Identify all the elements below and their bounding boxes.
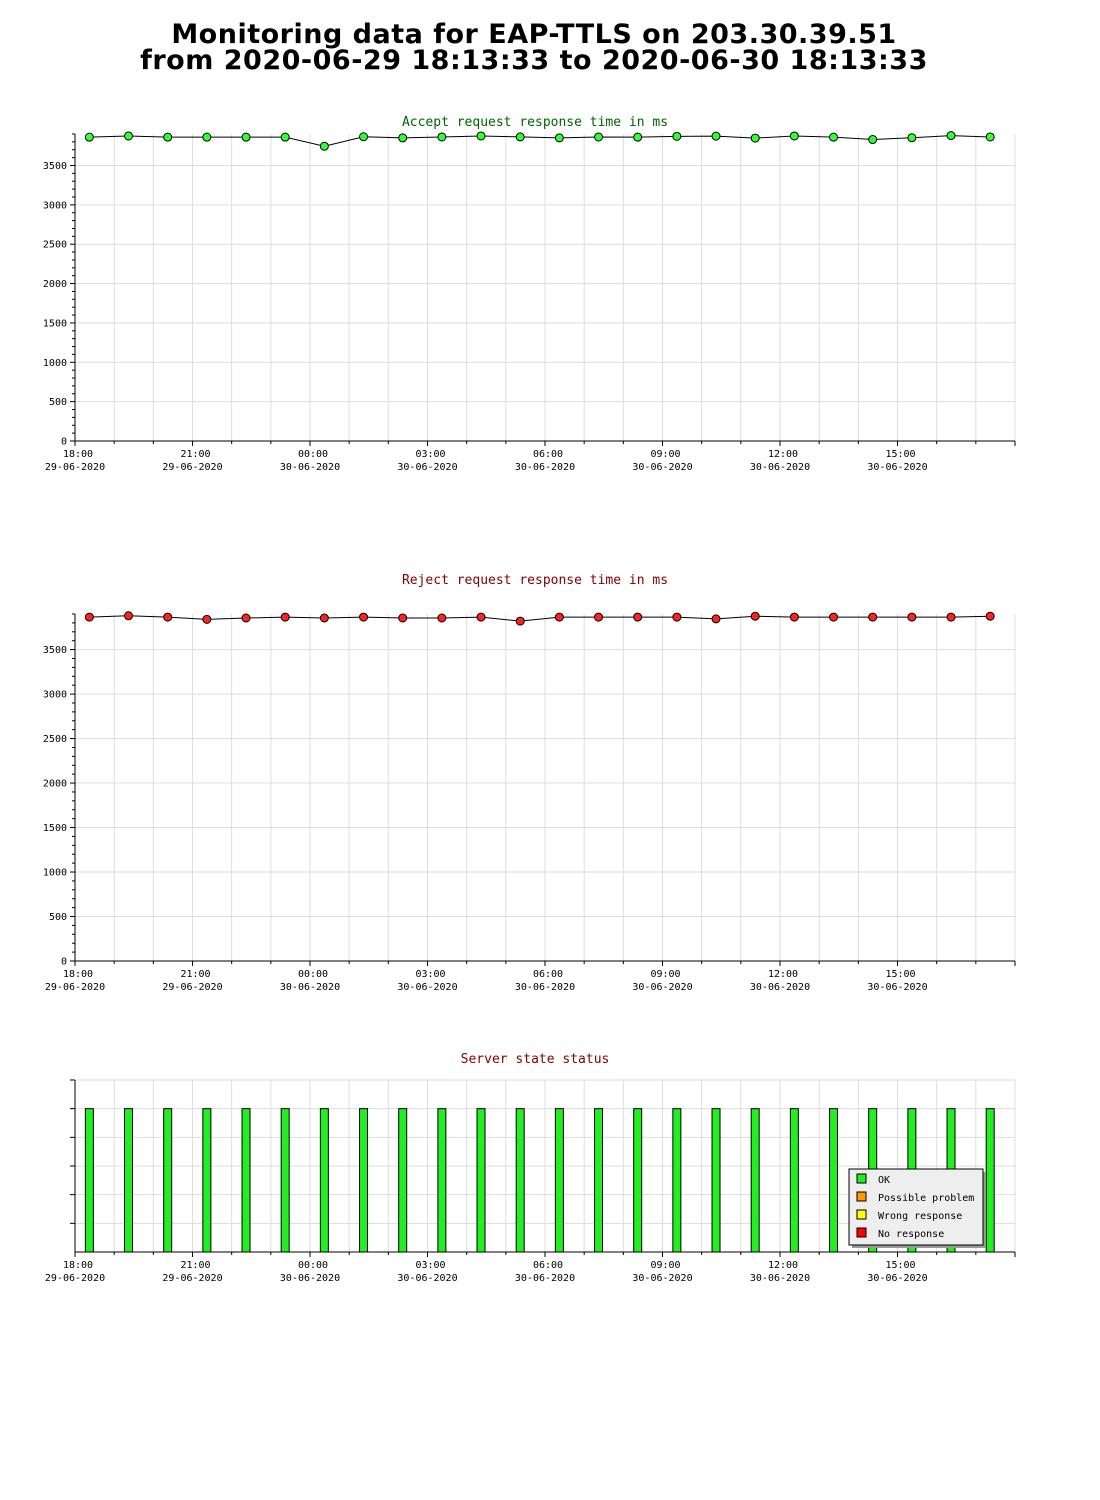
y-tick-label: 3000 [42, 200, 67, 212]
legend-label: Wrong response [878, 1211, 963, 1222]
y-tick-label: 2500 [42, 734, 67, 746]
x-tick-label-time: 15:00 [885, 969, 916, 980]
y-tick-label: 500 [48, 912, 67, 924]
x-tick-label-date: 29-06-2020 [162, 1273, 223, 1284]
status-bar [986, 1109, 994, 1252]
x-tick-label-date: 29-06-2020 [44, 1273, 106, 1284]
data-point [908, 613, 916, 621]
data-point [438, 133, 446, 141]
chart-title: Server state status [460, 1052, 610, 1067]
data-point [947, 613, 955, 621]
x-tick-label-time: 09:00 [650, 969, 681, 980]
data-point [595, 133, 603, 141]
y-tick-label: 0 [60, 956, 67, 968]
legend-swatch [857, 1192, 866, 1201]
status-bar [516, 1109, 524, 1252]
legend-swatch [857, 1210, 866, 1219]
data-point [399, 614, 407, 622]
x-tick-label-time: 00:00 [297, 1260, 329, 1271]
status-bar [830, 1109, 838, 1252]
x-tick-label-date: 29-06-2020 [162, 982, 223, 993]
x-tick-label-date: 30-06-2020 [867, 462, 928, 473]
data-point [320, 614, 328, 622]
x-tick-label-time: 21:00 [180, 449, 211, 460]
x-tick-label-date: 30-06-2020 [749, 982, 811, 993]
y-tick-label: 500 [48, 397, 67, 409]
x-tick-label-date: 30-06-2020 [514, 982, 576, 993]
data-point [869, 136, 877, 144]
legend-label: Possible problem [878, 1193, 975, 1204]
chart-1 [43, 573, 1015, 993]
x-tick-label-date: 30-06-2020 [397, 462, 458, 473]
x-tick-label-time: 03:00 [415, 1260, 446, 1271]
data-point [673, 613, 681, 621]
data-point [712, 132, 720, 140]
y-tick-label: 0 [60, 436, 67, 448]
legend-label: No response [878, 1229, 945, 1240]
x-tick-label-date: 30-06-2020 [279, 982, 341, 993]
x-tick-label-date: 30-06-2020 [514, 1273, 576, 1284]
data-point [751, 612, 759, 620]
x-tick-label-time: 18:00 [62, 969, 94, 980]
x-tick-label-time: 15:00 [885, 1260, 916, 1271]
data-point [751, 134, 759, 142]
x-tick-label-date: 29-06-2020 [44, 982, 106, 993]
status-bar [555, 1109, 563, 1252]
x-tick-label-time: 15:00 [885, 449, 916, 460]
data-point [281, 133, 289, 141]
data-point [320, 142, 328, 150]
x-tick-label-time: 03:00 [415, 969, 446, 980]
data-point [634, 613, 642, 621]
page-title-line2: from 2020-06-29 18:13:33 to 2020-06-30 18:13:33 [140, 45, 928, 76]
x-tick-label-date: 30-06-2020 [867, 982, 928, 993]
data-point [555, 134, 563, 142]
status-bar [320, 1109, 328, 1252]
x-tick-label-date: 30-06-2020 [749, 462, 811, 473]
legend-swatch [857, 1228, 866, 1237]
status-bar [242, 1109, 250, 1252]
x-tick-label-date: 29-06-2020 [44, 462, 106, 473]
x-tick-label-date: 30-06-2020 [279, 1273, 341, 1284]
status-bar [751, 1109, 759, 1252]
y-tick-label: 1500 [42, 318, 67, 330]
data-point [516, 617, 524, 625]
legend-label: OK [878, 1175, 891, 1186]
x-tick-label-date: 30-06-2020 [397, 1273, 458, 1284]
status-bar [477, 1109, 485, 1252]
status-bar [712, 1109, 720, 1252]
x-tick-label-time: 09:00 [650, 1260, 681, 1271]
data-point [242, 133, 250, 141]
x-tick-label-date: 30-06-2020 [514, 462, 576, 473]
y-tick-label: 2000 [42, 778, 67, 790]
x-tick-label-time: 12:00 [767, 1260, 799, 1271]
data-point [203, 615, 211, 623]
status-bar [673, 1109, 681, 1252]
series-line [89, 136, 990, 147]
series-line [89, 616, 990, 621]
data-point [164, 133, 172, 141]
data-point [516, 133, 524, 141]
y-tick-label: 1500 [42, 823, 67, 835]
y-tick-label: 3000 [42, 689, 67, 701]
page-title-line1: Monitoring data for EAP-TTLS on 203.30.39.51 [171, 19, 897, 50]
data-point [869, 613, 877, 621]
x-tick-label-date: 30-06-2020 [632, 462, 693, 473]
data-point [790, 613, 798, 621]
data-point [986, 612, 994, 620]
x-tick-label-time: 00:00 [297, 449, 329, 460]
x-tick-label-date: 30-06-2020 [632, 1273, 693, 1284]
data-point [125, 612, 133, 620]
data-point [477, 132, 485, 140]
data-point [203, 133, 211, 141]
status-bar [85, 1109, 93, 1252]
data-point [908, 134, 916, 142]
data-point [712, 615, 720, 623]
data-point [595, 613, 603, 621]
status-bar [438, 1109, 446, 1252]
x-tick-label-time: 06:00 [532, 449, 564, 460]
chart-title: Reject request response time in ms [401, 573, 669, 588]
y-tick-label: 1000 [42, 357, 67, 369]
status-bar [164, 1109, 172, 1252]
data-point [399, 134, 407, 142]
x-tick-label-time: 12:00 [767, 449, 799, 460]
x-tick-label-date: 30-06-2020 [749, 1273, 811, 1284]
data-point [555, 613, 563, 621]
status-bar [634, 1109, 642, 1252]
x-tick-label-date: 30-06-2020 [397, 982, 458, 993]
status-bar [399, 1109, 407, 1252]
y-tick-label: 2500 [42, 239, 67, 251]
x-tick-label-time: 03:00 [415, 449, 446, 460]
x-tick-label-time: 12:00 [767, 969, 799, 980]
data-point [477, 613, 485, 621]
x-tick-label-date: 30-06-2020 [867, 1273, 928, 1284]
y-tick-label: 2000 [42, 279, 67, 291]
x-tick-label-time: 00:00 [297, 969, 329, 980]
data-point [85, 613, 93, 621]
y-tick-label: 1000 [42, 867, 67, 879]
x-tick-label-time: 18:00 [62, 449, 94, 460]
data-point [790, 132, 798, 140]
data-point [830, 613, 838, 621]
data-point [281, 613, 289, 621]
data-point [360, 133, 368, 141]
data-point [986, 133, 994, 141]
x-tick-label-time: 06:00 [532, 969, 564, 980]
chart-0 [43, 115, 1015, 473]
x-tick-label-time: 09:00 [650, 449, 681, 460]
chart-2 [45, 1052, 1015, 1284]
data-point [164, 613, 172, 621]
data-point [830, 133, 838, 141]
x-tick-label-date: 29-06-2020 [162, 462, 223, 473]
status-bar [790, 1109, 798, 1252]
data-point [634, 133, 642, 141]
x-tick-label-time: 21:00 [180, 969, 211, 980]
data-point [438, 614, 446, 622]
status-bar [595, 1109, 603, 1252]
x-tick-label-time: 18:00 [62, 1260, 94, 1271]
x-tick-label-time: 21:00 [180, 1260, 211, 1271]
data-point [360, 613, 368, 621]
y-tick-label: 3500 [42, 645, 67, 657]
status-bar [203, 1109, 211, 1252]
data-point [85, 133, 93, 141]
data-point [125, 132, 133, 140]
x-tick-label-date: 30-06-2020 [279, 462, 341, 473]
x-tick-label-date: 30-06-2020 [632, 982, 693, 993]
data-point [947, 132, 955, 140]
y-tick-label: 3500 [42, 160, 67, 172]
legend-swatch [857, 1174, 866, 1183]
data-point [242, 614, 250, 622]
status-bar [360, 1109, 368, 1252]
x-tick-label-time: 06:00 [532, 1260, 564, 1271]
chart-title: Accept request response time in ms [401, 115, 669, 130]
data-point [673, 132, 681, 140]
status-bar [125, 1109, 133, 1252]
status-bar [281, 1109, 289, 1252]
